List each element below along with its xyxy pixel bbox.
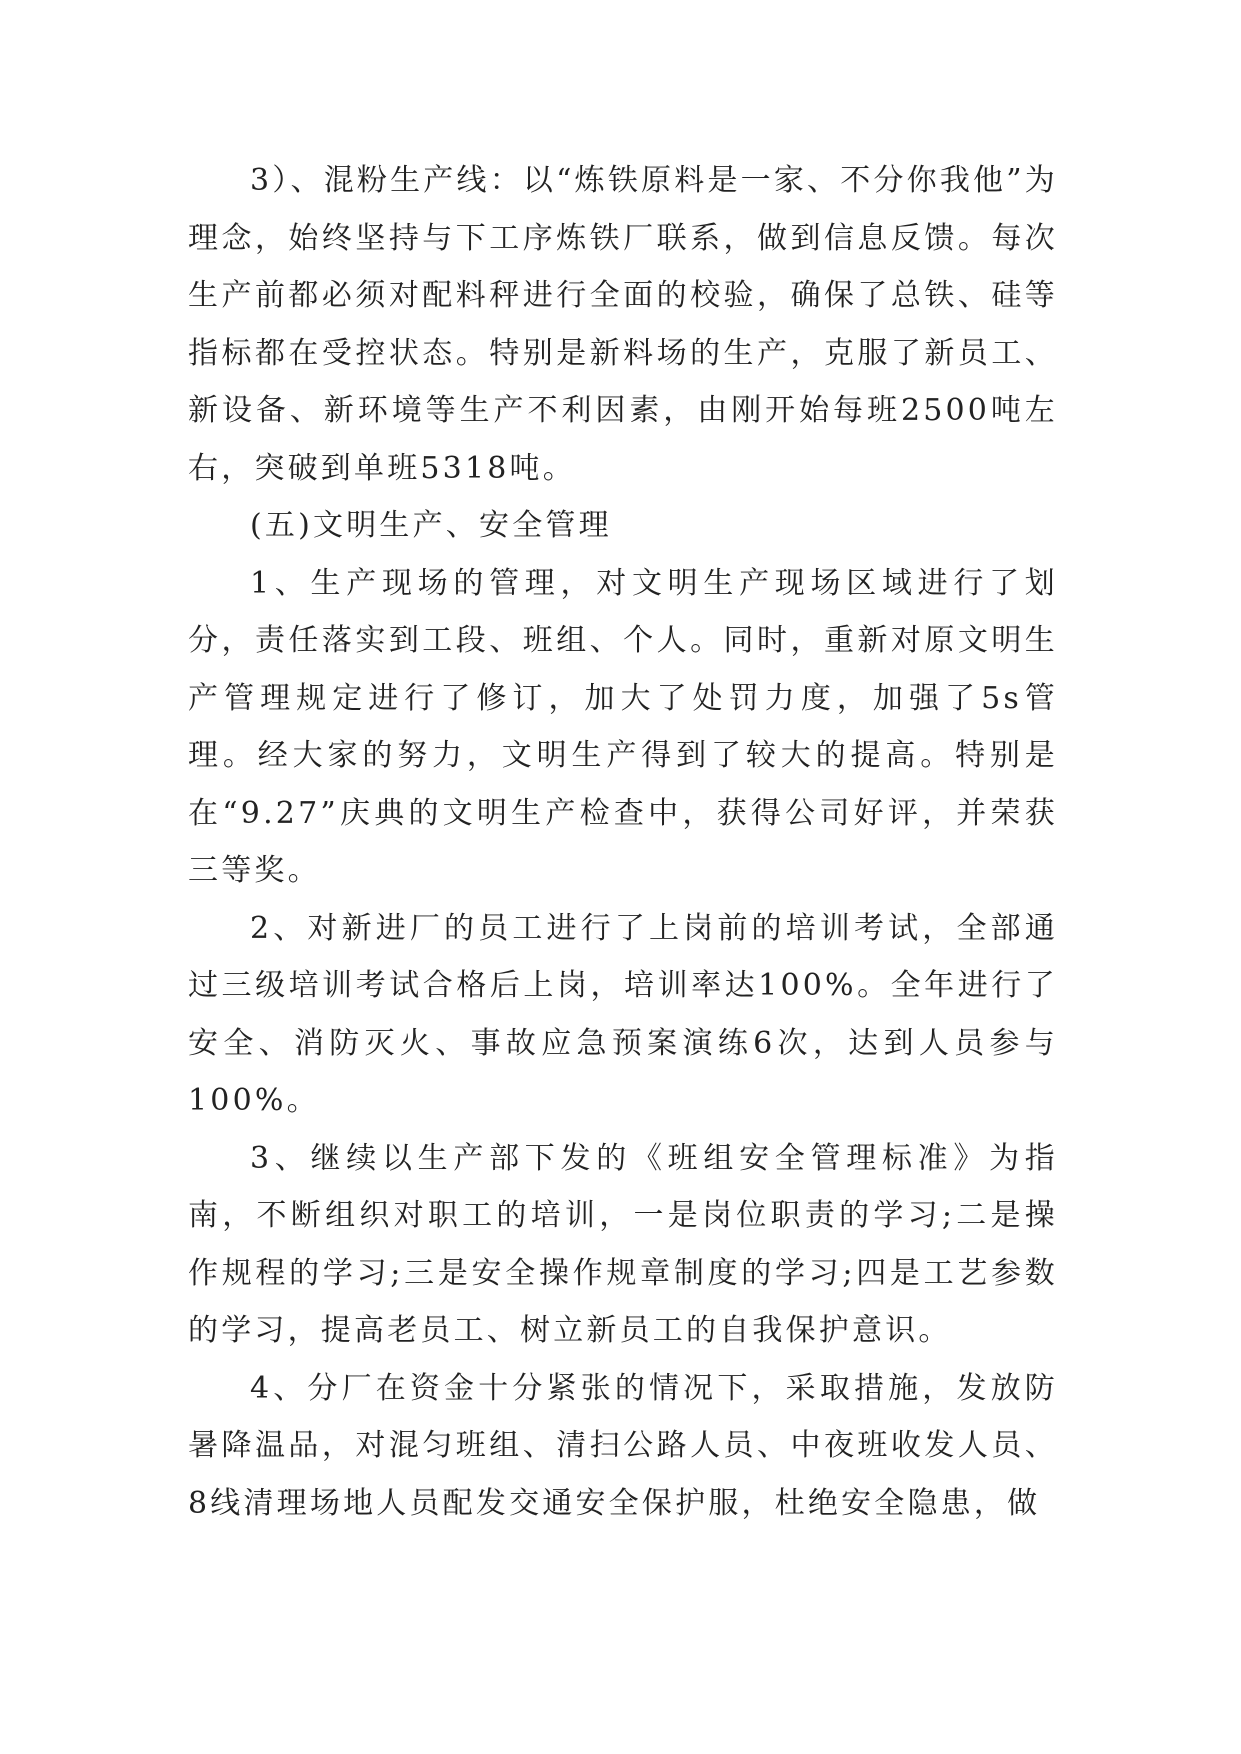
paragraph-training-exams: 2、对新进厂的员工进行了上岗前的培训考试，全部通过三级培训考试合格后上岗，培训率达100%。全年进行了安全、消防灭火、事故应急预案演练6次，达到人员参与100%。: [188, 910, 1058, 1118]
section-heading-civilized-production-safety: (五)文明生产、安全管理: [250, 508, 612, 543]
paragraph-heat-protection: 4、分厂在资金十分紧张的情况下，采取措施，发放防暑降温品，对混匀班组、清扫公路人员、中夜班收发人员、8线清理场地人员配发交通安全保护服，杜绝安全隐患，做: [188, 1370, 1058, 1521]
paragraph-mixing-line: 3）、混粉生产线：以“炼铁原料是一家、不分你我他”为理念，始终坚持与下工序炼铁厂联系，做到信息反馈。每次生产前都必须对配料秤进行全面的校验，确保了总铁、硅等指标都在受控状态。特别是新料场的生产，克服了新员工、新设备、新环境等生产不利因素，由刚开始每班2500吨左右，突破到单班5318吨。: [188, 163, 1058, 486]
document-body: [188, 152, 1058, 1532]
paragraph-site-management: 1、生产现场的管理，对文明生产现场区域进行了划分，责任落实到工段、班组、个人。同时，重新对原文明生产管理规定进行了修订，加大了处罚力度，加强了5s管理。经大家的努力，文明生产得到了较大的提高。特别是在“9.27”庆典的文明生产检查中，获得公司好评，并荣获三等奖。: [188, 565, 1058, 888]
paragraph-safety-standards: 3、继续以生产部下发的《班组安全管理标准》为指南，不断组织对职工的培训，一是岗位职责的学习;二是操作规程的学习;三是安全操作规章制度的学习;四是工艺参数的学习，提高老员工、树立新员工的自我保护意识。: [188, 1140, 1058, 1348]
